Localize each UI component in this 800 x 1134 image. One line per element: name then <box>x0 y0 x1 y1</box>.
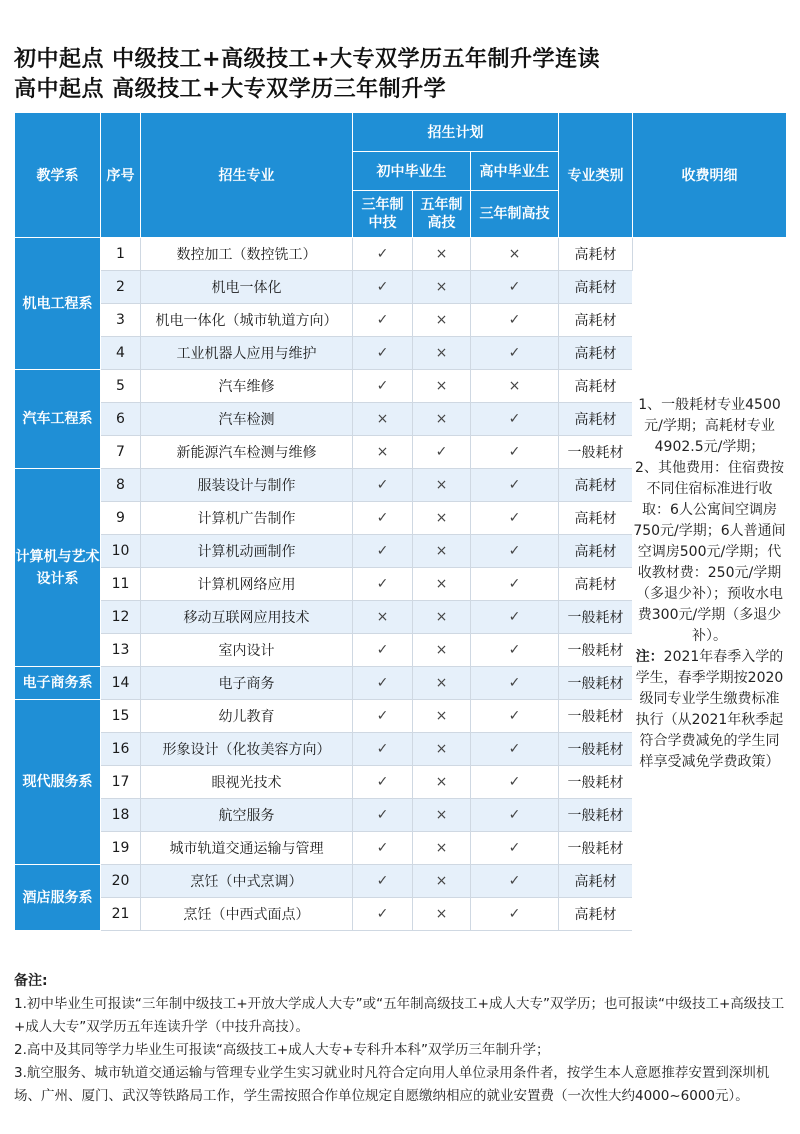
title-line-1: 初中起点 中级技工+高级技工+大专双学历五年制升学连读 <box>14 47 601 72</box>
major-name-cell: 烹饪（中西式面点） <box>141 898 353 931</box>
category-cell: 高耗材 <box>559 337 633 370</box>
dept-cell: 电子商务系 <box>15 667 101 700</box>
major-name-cell: 眼视光技术 <box>141 766 353 799</box>
senior-3yr-mark: ✓ <box>471 304 559 337</box>
major-name-cell: 航空服务 <box>141 799 353 832</box>
major-name-cell: 机电一体化（城市轨道方向） <box>141 304 353 337</box>
notes-heading: 备注: <box>14 973 48 989</box>
category-cell: 一般耗材 <box>559 634 633 667</box>
category-cell: 高耗材 <box>559 865 633 898</box>
note-item-3: 3.航空服务、城市轨道交通运输与管理专业学生实习就业时凡符合定向用人单位录用条件者，按学生本人意愿推荐安置到深圳机场、广州、厦门、武汉等铁路局工作，学生需按照合作单位规定自愿缴纳相应的就业安置费（一次性大约4000~6000元）。 <box>14 1065 770 1104</box>
junior-5yr-mark: × <box>413 832 471 865</box>
seq-cell: 17 <box>101 766 141 799</box>
senior-3yr-mark: ✓ <box>471 832 559 865</box>
junior-3yr-mark: ✓ <box>353 502 413 535</box>
fee-note-text: 2021年春季入学的学生，春季学期按2020级同专业学生缴费标准执行（从2021年秋季起符合学费减免的学生同样享受减免学费政策） <box>635 649 784 770</box>
category-cell: 一般耗材 <box>559 700 633 733</box>
seq-cell: 20 <box>101 865 141 898</box>
senior-3yr-mark: ✓ <box>471 271 559 304</box>
category-cell: 一般耗材 <box>559 766 633 799</box>
junior-3yr-mark: × <box>353 436 413 469</box>
major-name-cell: 计算机广告制作 <box>141 502 353 535</box>
header-plan: 招生计划 <box>353 113 559 152</box>
junior-3yr-mark: ✓ <box>353 733 413 766</box>
dept-cell: 机电工程系 <box>15 238 101 370</box>
senior-3yr-mark: ✓ <box>471 337 559 370</box>
major-name-cell: 数控加工（数控铣工） <box>141 238 353 271</box>
table-row <box>15 238 787 271</box>
senior-3yr-mark: ✓ <box>471 865 559 898</box>
senior-3yr-mark: ✓ <box>471 766 559 799</box>
junior-5yr-mark: × <box>413 403 471 436</box>
major-name-cell: 城市轨道交通运输与管理 <box>141 832 353 865</box>
junior-3yr-mark: ✓ <box>353 766 413 799</box>
category-cell: 一般耗材 <box>559 832 633 865</box>
junior-5yr-mark: × <box>413 898 471 931</box>
junior-3yr-mark: ✓ <box>353 898 413 931</box>
seq-cell: 21 <box>101 898 141 931</box>
junior-5yr-mark: × <box>413 568 471 601</box>
junior-5yr-mark: × <box>413 271 471 304</box>
junior-5yr-mark: × <box>413 799 471 832</box>
senior-3yr-mark: ✓ <box>471 502 559 535</box>
dept-cell: 现代服务系 <box>15 700 101 865</box>
category-cell: 高耗材 <box>559 238 633 271</box>
seq-cell: 1 <box>101 238 141 271</box>
seq-cell: 8 <box>101 469 141 502</box>
seq-cell: 16 <box>101 733 141 766</box>
junior-5yr-mark: × <box>413 337 471 370</box>
note-item-1: 1.初中毕业生可报读“三年制中级技工+开放大学成人大专”或“五年制高级技工+成人大专”双学历；也可报读“中级技工+高级技工+成人大专”双学历五年连读升学（中技升高技）。 <box>14 996 785 1035</box>
seq-cell: 15 <box>101 700 141 733</box>
note-item-2: 2.高中及其同等学力毕业生可报读“高级技工+成人大专+专科升本科”双学历三年制升学； <box>14 1042 550 1058</box>
seq-cell: 10 <box>101 535 141 568</box>
category-cell: 高耗材 <box>559 469 633 502</box>
seq-cell: 4 <box>101 337 141 370</box>
dept-cell: 汽车工程系 <box>15 370 101 469</box>
category-cell: 高耗材 <box>559 403 633 436</box>
fee-item-2: 2、其他费用：住宿费按不同住宿标准进行收取：6人公寓间空调房750元/学期；6人普通间空调房500元/学期；代收教材费：250元/学期（多退少补）；预收水电费300元/学期（多退少补）。 <box>633 460 786 644</box>
seq-cell: 13 <box>101 634 141 667</box>
senior-3yr-mark: ✓ <box>471 733 559 766</box>
seq-cell: 11 <box>101 568 141 601</box>
senior-3yr-mark: ✓ <box>471 403 559 436</box>
title-line-2: 高中起点 高级技工+大专双学历三年制升学 <box>14 77 447 102</box>
header-seq: 序号 <box>101 113 141 238</box>
seq-cell: 12 <box>101 601 141 634</box>
junior-3yr-mark: × <box>353 601 413 634</box>
major-name-cell: 汽车检测 <box>141 403 353 436</box>
major-name-cell: 工业机器人应用与维护 <box>141 337 353 370</box>
category-cell: 高耗材 <box>559 370 633 403</box>
junior-5yr-mark: × <box>413 469 471 502</box>
junior-5yr-mark: ✓ <box>413 436 471 469</box>
major-name-cell: 汽车维修 <box>141 370 353 403</box>
category-cell: 高耗材 <box>559 535 633 568</box>
junior-5yr-mark: × <box>413 865 471 898</box>
header-category: 专业类别 <box>559 113 633 238</box>
header-senior: 高中毕业生 <box>471 152 559 191</box>
fee-note-label: 注： <box>635 649 664 665</box>
major-name-cell: 计算机动画制作 <box>141 535 353 568</box>
junior-3yr-mark: ✓ <box>353 469 413 502</box>
junior-5yr-mark: × <box>413 667 471 700</box>
junior-5yr-mark: × <box>413 304 471 337</box>
header-3yr: 三年制 中技 <box>353 191 413 238</box>
junior-5yr-mark: × <box>413 370 471 403</box>
major-name-cell: 服装设计与制作 <box>141 469 353 502</box>
seq-cell: 6 <box>101 403 141 436</box>
senior-3yr-mark: ✓ <box>471 700 559 733</box>
junior-5yr-mark: × <box>413 502 471 535</box>
junior-3yr-mark: ✓ <box>353 337 413 370</box>
senior-3yr-mark: ✓ <box>471 469 559 502</box>
major-name-cell: 新能源汽车检测与维修 <box>141 436 353 469</box>
junior-3yr-mark: ✓ <box>353 634 413 667</box>
fee-item-1: 1、一般耗材专业4500元/学期；高耗材专业4902.5元/学期； <box>638 397 781 455</box>
senior-3yr-mark: ✓ <box>471 568 559 601</box>
header-major: 招生专业 <box>141 113 353 238</box>
junior-3yr-mark: ✓ <box>353 271 413 304</box>
major-name-cell: 机电一体化 <box>141 271 353 304</box>
junior-3yr-mark: ✓ <box>353 370 413 403</box>
header-fees: 收费明细 <box>633 113 787 238</box>
junior-3yr-mark: ✓ <box>353 865 413 898</box>
seq-cell: 3 <box>101 304 141 337</box>
seq-cell: 19 <box>101 832 141 865</box>
seq-cell: 2 <box>101 271 141 304</box>
major-name-cell: 幼儿教育 <box>141 700 353 733</box>
junior-5yr-mark: × <box>413 634 471 667</box>
junior-3yr-mark: ✓ <box>353 568 413 601</box>
senior-3yr-mark: ✓ <box>471 634 559 667</box>
major-name-cell: 电子商务 <box>141 667 353 700</box>
seq-cell: 9 <box>101 502 141 535</box>
seq-cell: 7 <box>101 436 141 469</box>
senior-3yr-mark: × <box>471 238 559 271</box>
seq-cell: 18 <box>101 799 141 832</box>
seq-cell: 14 <box>101 667 141 700</box>
enrollment-table <box>14 112 787 931</box>
junior-5yr-mark: × <box>413 733 471 766</box>
category-cell: 一般耗材 <box>559 667 633 700</box>
senior-3yr-mark: ✓ <box>471 535 559 568</box>
seq-cell: 5 <box>101 370 141 403</box>
dept-cell: 酒店服务系 <box>15 865 101 931</box>
category-cell: 一般耗材 <box>559 601 633 634</box>
junior-3yr-mark: ✓ <box>353 700 413 733</box>
senior-3yr-mark: ✓ <box>471 436 559 469</box>
junior-3yr-mark: ✓ <box>353 304 413 337</box>
major-name-cell: 烹饪（中式烹调） <box>141 865 353 898</box>
senior-3yr-mark: ✓ <box>471 667 559 700</box>
category-cell: 一般耗材 <box>559 733 633 766</box>
major-name-cell: 形象设计（化妆美容方向） <box>141 733 353 766</box>
major-name-cell: 计算机网络应用 <box>141 568 353 601</box>
notes-section <box>14 970 788 1108</box>
senior-3yr-mark: × <box>471 370 559 403</box>
junior-3yr-mark: ✓ <box>353 535 413 568</box>
junior-5yr-mark: × <box>413 535 471 568</box>
junior-5yr-mark: × <box>413 700 471 733</box>
category-cell: 高耗材 <box>559 568 633 601</box>
category-cell: 高耗材 <box>559 271 633 304</box>
fee-details-cell <box>633 238 787 931</box>
header-junior: 初中毕业生 <box>353 152 471 191</box>
junior-3yr-mark: ✓ <box>353 238 413 271</box>
header-senior-3yr: 三年制高技 <box>471 191 559 238</box>
dept-cell: 计算机与艺术设计系 <box>15 469 101 667</box>
category-cell: 高耗材 <box>559 502 633 535</box>
junior-3yr-mark: ✓ <box>353 799 413 832</box>
category-cell: 一般耗材 <box>559 799 633 832</box>
junior-3yr-mark: ✓ <box>353 832 413 865</box>
category-cell: 高耗材 <box>559 898 633 931</box>
major-name-cell: 室内设计 <box>141 634 353 667</box>
senior-3yr-mark: ✓ <box>471 898 559 931</box>
junior-5yr-mark: × <box>413 238 471 271</box>
junior-5yr-mark: × <box>413 766 471 799</box>
senior-3yr-mark: ✓ <box>471 799 559 832</box>
junior-3yr-mark: ✓ <box>353 667 413 700</box>
junior-3yr-mark: × <box>353 403 413 436</box>
header-5yr: 五年制 高技 <box>413 191 471 238</box>
senior-3yr-mark: ✓ <box>471 601 559 634</box>
major-name-cell: 移动互联网应用技术 <box>141 601 353 634</box>
category-cell: 一般耗材 <box>559 436 633 469</box>
header-dept: 教学系 <box>15 113 101 238</box>
junior-5yr-mark: × <box>413 601 471 634</box>
category-cell: 高耗材 <box>559 304 633 337</box>
